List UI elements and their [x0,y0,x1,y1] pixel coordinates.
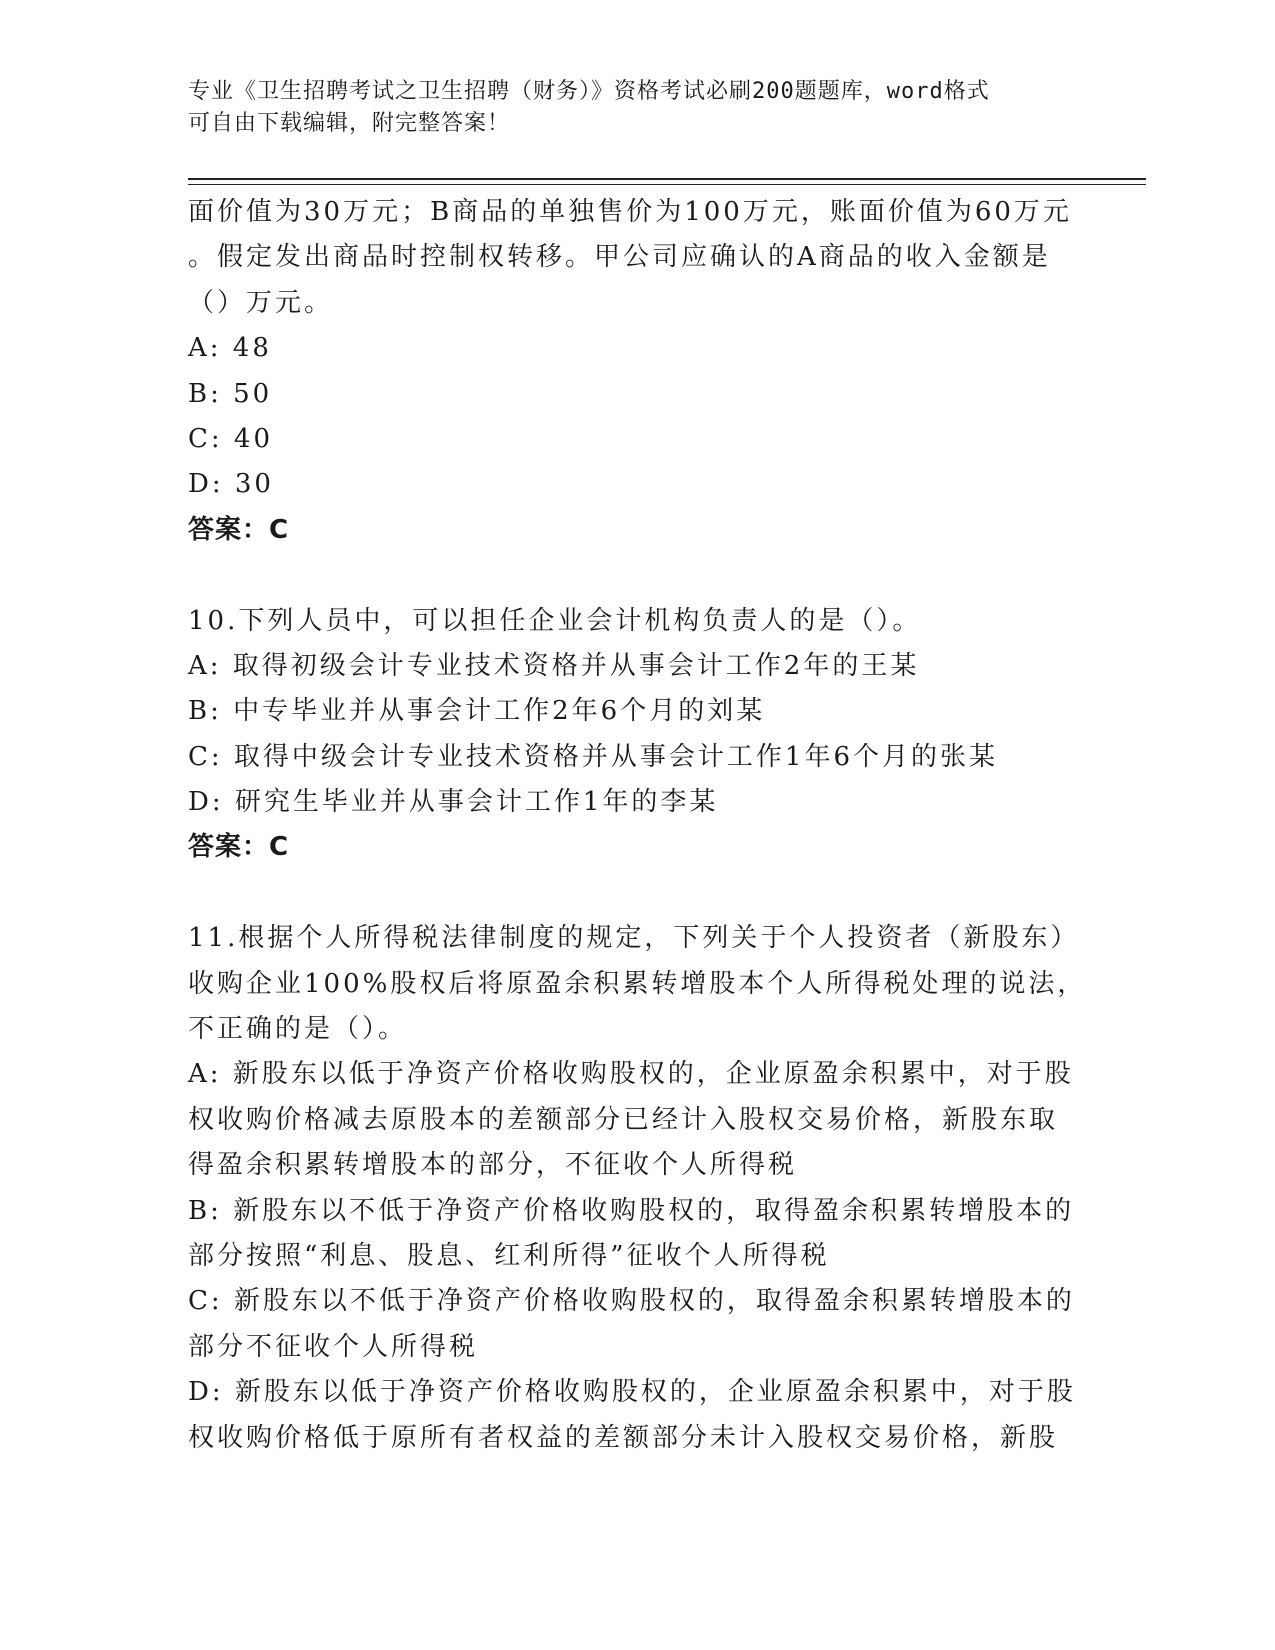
option-line: A: 新股东以低于净资产价格收购股权的，企业原盈余积累中，对于股 [188,1059,1074,1090]
question-stem-line: 。假定发出商品时控制权转移。甲公司应确认的A商品的收入金额是 [188,242,1051,273]
header-rule-thick [188,178,1146,180]
spacer [188,553,1088,598]
question-11 [188,916,1088,1461]
option-b: B: 中专毕业并从事会计工作2年6个月的刘某 [188,696,766,727]
option-line: 部分按照“利息、股息、红利所得”征收个人所得税 [188,1240,830,1271]
header-title-line-1: 专业《卫生招聘考试之卫生招聘（财务）》资格考试必刷200题题库，word格式 [188,79,990,104]
option-line: 权收购价格低于原所有者权益的差额部分未计入股权交易价格，新股 [188,1422,1059,1453]
option-line: 得盈余积累转增股本的部分，不征收个人所得税 [188,1150,798,1181]
question-stem-line: 不正确的是（）。 [188,1014,408,1045]
question-9 [188,190,1088,553]
question-stem-line: （）万元。 [188,287,334,318]
option-line: 权收购价格减去原股本的差额部分已经计入股权交易价格，新股东取 [188,1104,1059,1135]
question-stem-line: 10.下列人员中，可以担任企业会计机构负责人的是（）。 [188,605,922,636]
option-a: A: 取得初级会计专业技术资格并从事会计工作2年的王某 [188,650,920,681]
question-stem-line: 面价值为30万元；B商品的单独售价为100万元，账面价值为60万元 [188,197,1072,227]
answer: 答案：C [188,514,290,545]
option-b: B: 50 [188,378,273,409]
option-line: D: 新股东以低于净资产价格收购股权的，企业原盈余积累中，对于股 [188,1377,1076,1408]
option-a: A: 48 [188,333,272,364]
question-10 [188,599,1088,871]
option-c: C: 取得中级会计专业技术资格并从事会计工作1年6个月的张某 [188,741,999,772]
option-line: 部分不征收个人所得税 [188,1331,479,1362]
option-d: D: 研究生毕业并从事会计工作1年的李某 [188,787,719,818]
option-line: B: 新股东以不低于净资产价格收购股权的，取得盈余积累转增股本的 [188,1195,1075,1226]
header-rule-thin [188,184,1146,185]
question-stem-line: 收购企业100%股权后将原盈余积累转增股本个人所得税处理的说法， [188,968,1087,999]
option-line: C: 新股东以不低于净资产价格收购股权的，取得盈余积累转增股本的 [188,1286,1075,1317]
document-header [188,76,1088,140]
spacer [188,871,1088,916]
option-c: C: 40 [188,423,274,454]
document-body [188,190,1088,1461]
option-d: D: 30 [188,469,274,500]
answer: 答案：C [188,832,290,863]
question-stem-line: 11.根据个人所得税法律制度的规定，下列关于个人投资者（新股东） [188,923,1080,954]
header-title-line-2: 可自由下载编辑，附完整答案！ [188,111,511,136]
